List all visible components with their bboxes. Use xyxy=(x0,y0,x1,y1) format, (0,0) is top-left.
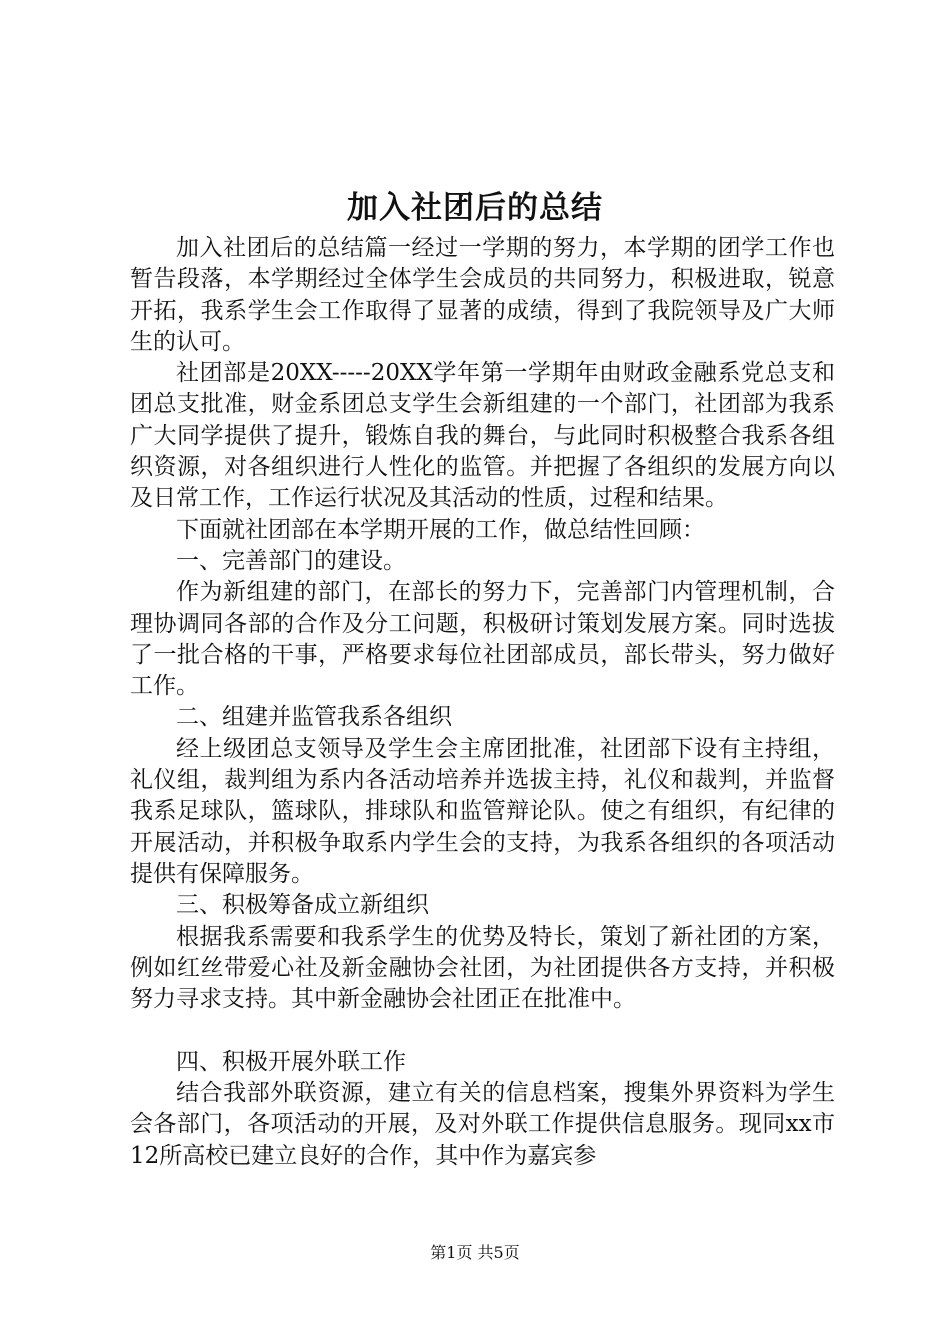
paragraph-section-1: 作为新组建的部门，在部长的努力下，完善部门内管理机制，合理协调同各部的合作及分工问题，积极研讨策划发展方案。同时选拔了一批合格的干事，严格要求每位社团部成员，部长带头，努力做好工作。 xyxy=(130,579,835,700)
paragraph-section-3: 根据我系需要和我系学生的优势及特长，策划了新社团的方案，例如红丝带爱心社及新金融协会社团，为社团提供各方支持，并积极努力寻求支持。其中新金融协会社团正在批准中。 xyxy=(130,923,835,1013)
paragraph-review-lead: 下面就社团部在本学期开展的工作，做总结性回顾： xyxy=(176,516,705,543)
section-heading-3: 三、积极筹备成立新组织 xyxy=(176,892,429,919)
section-heading-4: 四、积极开展外联工作 xyxy=(176,1048,406,1075)
paragraph-section-4: 结合我部外联资源，建立有关的信息档案，搜集外界资料为学生会各部门，各项活动的开展，及对外联工作提供信息服务。现同xx市12所高校已建立良好的合作，其中作为嘉宾参 xyxy=(130,1080,835,1169)
paragraph-intro: 加入社团后的总结篇一经过一学期的努力，本学期的团学工作也暂告段落，本学期经过全体学生会成员的共同努力，积极进取，锐意开拓，我系学生会工作取得了显著的成绩，得到了我院领导及广大师生的认可。 xyxy=(130,235,835,355)
section-heading-2: 二、组建并监管我系各组织 xyxy=(176,704,452,731)
section-heading-1: 一、完善部门的建设。 xyxy=(176,547,406,574)
document-body xyxy=(130,233,835,1172)
paragraph-section-2: 经上级团总支领导及学生会主席团批准，社团部下设有主持组，礼仪组，裁判组为系内各活动培养并选拔主持，礼仪和裁判，并监督我系足球队，篮球队，排球队和监管辩论队。使之有组织，有纪律的开展活动，并积极争取系内学生会的支持，为我系各组织的各项活动提供有保障服务。 xyxy=(130,735,835,887)
paragraph-department: 社团部是20XX-----20XX学年第一学期年由财政金融系党总支和团总支批准，财金系团总支学生会新组建的一个部门，社团部为我系广大同学提供了提升，锻炼自我的舞台，与此同时积极整合我系各组织资源，对各组织进行人性化的监管。并把握了各组织的发展方向以及日常工作，工作运行状况及其活动的性质，过程和结果。 xyxy=(130,360,835,512)
page-number-footer: 第1页 共5页 xyxy=(430,1243,520,1262)
document-title: 加入社团后的总结 xyxy=(347,190,603,226)
